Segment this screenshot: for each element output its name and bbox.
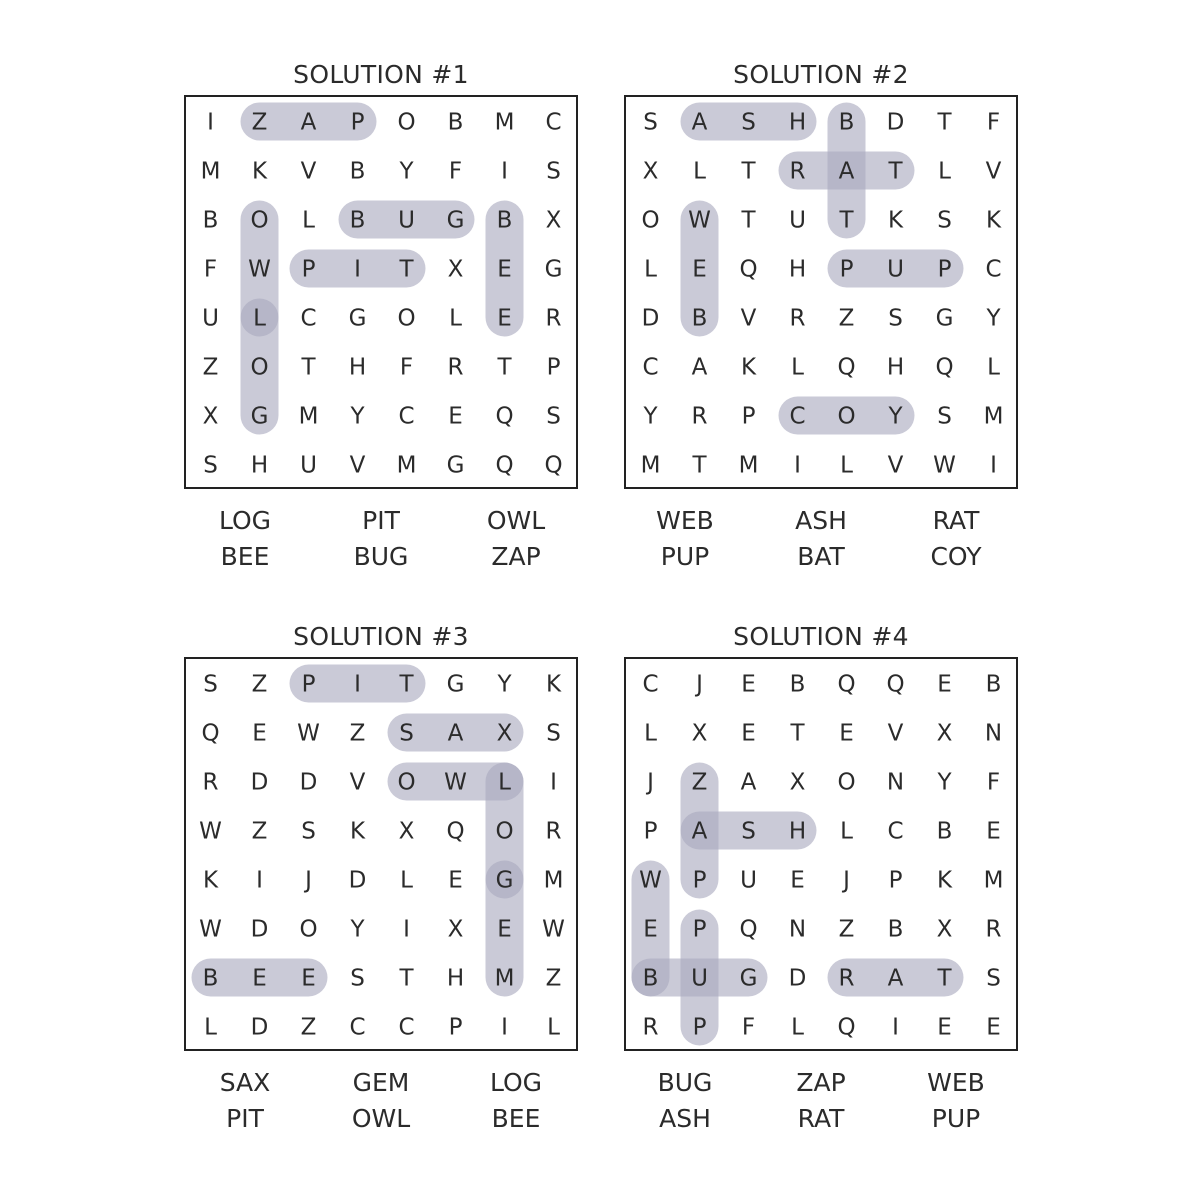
grid-letter: L bbox=[693, 158, 706, 185]
grid-letter: Q bbox=[495, 452, 514, 479]
grid-letter: Q bbox=[837, 671, 856, 698]
grid-letter: O bbox=[397, 305, 416, 332]
grid-letter: C bbox=[398, 1014, 415, 1041]
grid-letter: G bbox=[739, 965, 758, 992]
grid-letter: O bbox=[250, 207, 269, 234]
word-list bbox=[184, 503, 578, 583]
grid-letter: D bbox=[788, 965, 807, 992]
grid-letter: B bbox=[496, 207, 513, 234]
grid-letter: M bbox=[200, 158, 221, 185]
grid-letter: E bbox=[643, 916, 658, 943]
grid-letter: D bbox=[250, 1014, 269, 1041]
grid-letter: R bbox=[545, 818, 562, 845]
grid-letter: K bbox=[936, 867, 953, 894]
grid-letter: C bbox=[545, 109, 562, 136]
grid-letter: L bbox=[840, 452, 853, 479]
grid-letter: X bbox=[447, 916, 464, 943]
grid-letter: S bbox=[546, 158, 561, 185]
grid-letter: M bbox=[494, 109, 515, 136]
grid-letter: N bbox=[788, 916, 807, 943]
puzzle-title: SOLUTION #3 bbox=[293, 622, 469, 651]
word-list-item: LOG bbox=[489, 1068, 543, 1097]
grid-letter: E bbox=[937, 671, 952, 698]
grid-letter: Y bbox=[888, 403, 903, 430]
grid-letter: Z bbox=[300, 1014, 317, 1041]
grid-letter: L bbox=[791, 354, 804, 381]
grid-letter: V bbox=[887, 452, 904, 479]
grid-letter: I bbox=[794, 452, 801, 479]
grid-letter: B bbox=[202, 207, 219, 234]
grid-letter: Q bbox=[837, 1014, 856, 1041]
grid-letter: S bbox=[986, 965, 1001, 992]
grid-letter: A bbox=[691, 109, 708, 136]
word-search-grid bbox=[184, 657, 578, 1051]
grid-letter: U bbox=[691, 965, 708, 992]
word-list-item: ASH bbox=[795, 506, 847, 535]
grid-letter: D bbox=[348, 867, 367, 894]
word-list bbox=[624, 1065, 1018, 1145]
grid-letter: I bbox=[354, 256, 361, 283]
grid-letter: N bbox=[984, 720, 1003, 747]
grid-letter: T bbox=[692, 452, 707, 479]
grid-letter: B bbox=[789, 671, 806, 698]
grid-letter: K bbox=[349, 818, 366, 845]
grid-letter: M bbox=[494, 965, 515, 992]
grid-letter: L bbox=[547, 1014, 560, 1041]
grid-letter: S bbox=[937, 403, 952, 430]
grid-letter: B bbox=[936, 818, 953, 845]
word-list-item: BEE bbox=[491, 1104, 541, 1133]
grid-letter: G bbox=[446, 671, 465, 698]
grid-letter: E bbox=[839, 720, 854, 747]
grid-letter: C bbox=[642, 671, 659, 698]
word-list-item: GEM bbox=[352, 1068, 410, 1097]
grid-letter: A bbox=[300, 109, 317, 136]
grid-letter: Z bbox=[691, 769, 708, 796]
grid-letter: P bbox=[350, 109, 365, 136]
word-list-item: BAT bbox=[797, 542, 845, 571]
grid-letter: C bbox=[300, 305, 317, 332]
grid-letter: Z bbox=[349, 720, 366, 747]
grid-letter: O bbox=[641, 207, 660, 234]
grid-letter: H bbox=[788, 256, 807, 283]
grid-letter: C bbox=[349, 1014, 366, 1041]
grid-letter: R bbox=[838, 965, 855, 992]
grid-letter: H bbox=[250, 452, 269, 479]
grid-letter: S bbox=[937, 207, 952, 234]
grid-letter: W bbox=[199, 818, 222, 845]
word-search-grid bbox=[184, 95, 578, 489]
grid-letter: L bbox=[498, 769, 511, 796]
grid-letter: W bbox=[688, 207, 711, 234]
grid-letter: Q bbox=[446, 818, 465, 845]
grid-letter: G bbox=[495, 867, 514, 894]
grid-letter: L bbox=[644, 256, 657, 283]
grid-letter: G bbox=[348, 305, 367, 332]
grid-letter: S bbox=[546, 403, 561, 430]
grid-letter: C bbox=[985, 256, 1002, 283]
grid-letter: M bbox=[640, 452, 661, 479]
grid-letter: X bbox=[691, 720, 708, 747]
grid-letter: Y bbox=[399, 158, 414, 185]
grid-letter: L bbox=[791, 1014, 804, 1041]
grid-letter: E bbox=[790, 867, 805, 894]
word-list-item: PIT bbox=[362, 506, 400, 535]
grid-letter: S bbox=[203, 452, 218, 479]
grid-letter: L bbox=[302, 207, 315, 234]
puzzle-title: SOLUTION #2 bbox=[733, 60, 909, 89]
grid-letter: C bbox=[789, 403, 806, 430]
grid-letter: S bbox=[301, 818, 316, 845]
grid-letter: E bbox=[252, 965, 267, 992]
grid-letter: Z bbox=[202, 354, 219, 381]
grid-letter: E bbox=[986, 1014, 1001, 1041]
grid-letter: Q bbox=[739, 916, 758, 943]
grid-letter: E bbox=[741, 671, 756, 698]
word-list-item: OWL bbox=[351, 1104, 411, 1133]
grid-letter: X bbox=[447, 256, 464, 283]
grid-letter: X bbox=[936, 720, 953, 747]
grid-letter: S bbox=[203, 671, 218, 698]
grid-letter: P bbox=[937, 256, 952, 283]
grid-letter: Q bbox=[544, 452, 563, 479]
grid-letter: E bbox=[448, 403, 463, 430]
grid-letter: G bbox=[446, 207, 465, 234]
grid-letter: E bbox=[448, 867, 463, 894]
grid-letter: E bbox=[252, 720, 267, 747]
grid-letter: U bbox=[398, 207, 415, 234]
grid-letter: H bbox=[886, 354, 905, 381]
grid-letter: Q bbox=[201, 720, 220, 747]
grid-letter: Z bbox=[545, 965, 562, 992]
grid-letter: I bbox=[207, 109, 214, 136]
word-list bbox=[624, 503, 1018, 583]
grid-letter: U bbox=[202, 305, 219, 332]
word-list-item: PUP bbox=[660, 542, 710, 571]
grid-letter: S bbox=[399, 720, 414, 747]
grid-letter: V bbox=[887, 720, 904, 747]
grid-letter: X bbox=[642, 158, 659, 185]
grid-letter: Z bbox=[838, 916, 855, 943]
grid-letter: Z bbox=[251, 109, 268, 136]
word-list-item: SAX bbox=[219, 1068, 271, 1097]
word-search-grid bbox=[624, 95, 1018, 489]
grid-letter: F bbox=[448, 158, 463, 185]
grid-letter: T bbox=[741, 158, 756, 185]
grid-letter: E bbox=[497, 916, 512, 943]
word-list-item: OWL bbox=[486, 506, 546, 535]
grid-letter: D bbox=[886, 109, 905, 136]
grid-letter: Z bbox=[251, 818, 268, 845]
grid-letter: H bbox=[446, 965, 465, 992]
grid-letter: E bbox=[692, 256, 707, 283]
grid-letter: P bbox=[692, 867, 707, 894]
grid-letter: M bbox=[396, 452, 417, 479]
grid-letter: P bbox=[546, 354, 561, 381]
grid-letter: L bbox=[840, 818, 853, 845]
grid-letter: P bbox=[692, 1014, 707, 1041]
word-list-item: RAT bbox=[932, 506, 980, 535]
grid-letter: M bbox=[298, 403, 319, 430]
grid-letter: M bbox=[983, 867, 1004, 894]
grid-letter: S bbox=[888, 305, 903, 332]
grid-letter: T bbox=[888, 158, 903, 185]
grid-letter: X bbox=[398, 818, 415, 845]
grid-letter: N bbox=[886, 769, 905, 796]
grid-letter: C bbox=[642, 354, 659, 381]
grid-letter: B bbox=[202, 965, 219, 992]
grid-letter: L bbox=[644, 720, 657, 747]
word-list-item: ZAP bbox=[491, 542, 541, 571]
grid-letter: B bbox=[887, 916, 904, 943]
grid-letter: A bbox=[887, 965, 904, 992]
grid-letter: A bbox=[691, 354, 708, 381]
grid-letter: J bbox=[305, 867, 312, 894]
grid-canvas bbox=[186, 659, 576, 1049]
grid-letter: S bbox=[741, 109, 756, 136]
grid-letter: F bbox=[741, 1014, 756, 1041]
grid-letter: B bbox=[985, 671, 1002, 698]
word-list-item: COY bbox=[930, 542, 982, 571]
grid-letter: I bbox=[256, 867, 263, 894]
grid-letter: R bbox=[789, 158, 806, 185]
grid-letter: R bbox=[545, 305, 562, 332]
grid-canvas bbox=[626, 97, 1016, 487]
grid-letter: T bbox=[399, 965, 414, 992]
grid-letter: Y bbox=[986, 305, 1001, 332]
grid-letter: U bbox=[887, 256, 904, 283]
word-list-item: BUG bbox=[657, 1068, 713, 1097]
grid-letter: B bbox=[349, 207, 366, 234]
grid-letter: W bbox=[199, 916, 222, 943]
grid-letter: P bbox=[448, 1014, 463, 1041]
grid-letter: V bbox=[300, 158, 317, 185]
grid-letter: B bbox=[447, 109, 464, 136]
grid-letter: P bbox=[692, 916, 707, 943]
grid-letter: X bbox=[496, 720, 513, 747]
grid-letter: O bbox=[250, 354, 269, 381]
grid-letter: A bbox=[447, 720, 464, 747]
grid-letter: O bbox=[837, 403, 856, 430]
grid-letter: R bbox=[642, 1014, 659, 1041]
grid-letter: P bbox=[643, 818, 658, 845]
grid-letter: I bbox=[501, 1014, 508, 1041]
grid-letter: P bbox=[301, 256, 316, 283]
word-list-item: LOG bbox=[218, 506, 272, 535]
word-list-item: PIT bbox=[226, 1104, 264, 1133]
grid-letter: R bbox=[447, 354, 464, 381]
grid-letter: X bbox=[202, 403, 219, 430]
grid-letter: T bbox=[399, 256, 414, 283]
grid-letter: V bbox=[349, 769, 366, 796]
grid-letter: R bbox=[789, 305, 806, 332]
grid-letter: O bbox=[397, 769, 416, 796]
grid-letter: C bbox=[887, 818, 904, 845]
grid-letter: T bbox=[937, 109, 952, 136]
grid-letter: V bbox=[349, 452, 366, 479]
grid-letter: T bbox=[497, 354, 512, 381]
grid-letter: I bbox=[501, 158, 508, 185]
grid-letter: R bbox=[985, 916, 1002, 943]
grid-letter: S bbox=[350, 965, 365, 992]
grid-letter: G bbox=[544, 256, 563, 283]
grid-letter: E bbox=[497, 305, 512, 332]
grid-letter: O bbox=[495, 818, 514, 845]
grid-letter: I bbox=[354, 671, 361, 698]
grid-letter: S bbox=[546, 720, 561, 747]
grid-letter: Q bbox=[495, 403, 514, 430]
grid-letter: D bbox=[250, 769, 269, 796]
grid-letter: F bbox=[986, 769, 1001, 796]
grid-letter: I bbox=[990, 452, 997, 479]
grid-letter: I bbox=[403, 916, 410, 943]
grid-letter: E bbox=[937, 1014, 952, 1041]
word-list-item: WEB bbox=[927, 1068, 985, 1097]
grid-letter: B bbox=[642, 965, 659, 992]
grid-letter: F bbox=[986, 109, 1001, 136]
grid-letter: E bbox=[497, 256, 512, 283]
grid-letter: D bbox=[299, 769, 318, 796]
puzzle-title: SOLUTION #4 bbox=[733, 622, 909, 651]
grid-letter: B bbox=[838, 109, 855, 136]
grid-letter: J bbox=[647, 769, 654, 796]
grid-letter: G bbox=[250, 403, 269, 430]
grid-letter: D bbox=[641, 305, 660, 332]
grid-letter: Y bbox=[350, 403, 365, 430]
grid-letter: T bbox=[301, 354, 316, 381]
grid-letter: F bbox=[203, 256, 218, 283]
grid-canvas bbox=[626, 659, 1016, 1049]
grid-letter: S bbox=[643, 109, 658, 136]
grid-letter: D bbox=[250, 916, 269, 943]
grid-letter: H bbox=[348, 354, 367, 381]
grid-letter: G bbox=[935, 305, 954, 332]
grid-letter: B bbox=[691, 305, 708, 332]
word-search-grid bbox=[624, 657, 1018, 1051]
grid-letter: P bbox=[301, 671, 316, 698]
grid-letter: K bbox=[887, 207, 904, 234]
grid-letter: C bbox=[398, 403, 415, 430]
grid-letter: A bbox=[691, 818, 708, 845]
grid-letter: X bbox=[936, 916, 953, 943]
grid-letter: L bbox=[449, 305, 462, 332]
grid-letter: M bbox=[738, 452, 759, 479]
grid-letter: P bbox=[741, 403, 756, 430]
grid-letter: I bbox=[892, 1014, 899, 1041]
grid-letter: E bbox=[986, 818, 1001, 845]
grid-letter: T bbox=[741, 207, 756, 234]
grid-letter: W bbox=[248, 256, 271, 283]
grid-letter: W bbox=[542, 916, 565, 943]
grid-letter: T bbox=[937, 965, 952, 992]
grid-letter: Q bbox=[837, 354, 856, 381]
grid-letter: H bbox=[788, 109, 807, 136]
grid-letter: W bbox=[444, 769, 467, 796]
grid-letter: L bbox=[400, 867, 413, 894]
word-list-item: ASH bbox=[659, 1104, 711, 1133]
grid-letter: W bbox=[297, 720, 320, 747]
grid-letter: U bbox=[789, 207, 806, 234]
grid-letter: M bbox=[983, 403, 1004, 430]
grid-letter: A bbox=[838, 158, 855, 185]
word-list bbox=[184, 1065, 578, 1145]
grid-letter: G bbox=[446, 452, 465, 479]
grid-letter: Q bbox=[739, 256, 758, 283]
word-list-item: PUP bbox=[931, 1104, 981, 1133]
grid-letter: T bbox=[399, 671, 414, 698]
grid-letter: U bbox=[740, 867, 757, 894]
grid-letter: E bbox=[301, 965, 316, 992]
grid-letter: J bbox=[843, 867, 850, 894]
grid-letter: X bbox=[789, 769, 806, 796]
grid-letter: W bbox=[933, 452, 956, 479]
grid-letter: O bbox=[397, 109, 416, 136]
word-list-item: RAT bbox=[797, 1104, 845, 1133]
grid-letter: Z bbox=[251, 671, 268, 698]
grid-letter: V bbox=[985, 158, 1002, 185]
grid-letter: B bbox=[349, 158, 366, 185]
grid-letter: W bbox=[639, 867, 662, 894]
grid-letter: Y bbox=[497, 671, 512, 698]
grid-letter: S bbox=[741, 818, 756, 845]
word-list-item: WEB bbox=[656, 506, 714, 535]
grid-letter: K bbox=[985, 207, 1002, 234]
grid-letter: J bbox=[696, 671, 703, 698]
grid-letter: I bbox=[550, 769, 557, 796]
grid-letter: O bbox=[837, 769, 856, 796]
grid-letter: R bbox=[691, 403, 708, 430]
grid-letter: Y bbox=[350, 916, 365, 943]
grid-letter: L bbox=[204, 1014, 217, 1041]
grid-letter: L bbox=[938, 158, 951, 185]
grid-letter: Y bbox=[937, 769, 952, 796]
grid-letter: K bbox=[251, 158, 268, 185]
grid-letter: H bbox=[788, 818, 807, 845]
grid-letter: E bbox=[741, 720, 756, 747]
grid-letter: X bbox=[545, 207, 562, 234]
grid-letter: L bbox=[253, 305, 266, 332]
grid-letter: L bbox=[987, 354, 1000, 381]
grid-letter: Q bbox=[886, 671, 905, 698]
grid-letter: K bbox=[545, 671, 562, 698]
grid-letter: P bbox=[839, 256, 854, 283]
puzzle-title: SOLUTION #1 bbox=[293, 60, 469, 89]
grid-letter: T bbox=[790, 720, 805, 747]
word-list-item: BUG bbox=[353, 542, 409, 571]
grid-letter: F bbox=[399, 354, 414, 381]
grid-letter: Z bbox=[838, 305, 855, 332]
grid-letter: U bbox=[300, 452, 317, 479]
grid-letter: K bbox=[740, 354, 757, 381]
word-list-item: BEE bbox=[220, 542, 270, 571]
grid-letter: P bbox=[888, 867, 903, 894]
grid-letter: R bbox=[202, 769, 219, 796]
word-list-item: ZAP bbox=[796, 1068, 846, 1097]
grid-letter: A bbox=[740, 769, 757, 796]
grid-letter: M bbox=[543, 867, 564, 894]
grid-canvas bbox=[186, 97, 576, 487]
grid-letter: O bbox=[299, 916, 318, 943]
grid-letter: V bbox=[740, 305, 757, 332]
grid-letter: K bbox=[202, 867, 219, 894]
grid-letter: Q bbox=[935, 354, 954, 381]
grid-letter: Y bbox=[643, 403, 658, 430]
grid-letter: T bbox=[839, 207, 854, 234]
